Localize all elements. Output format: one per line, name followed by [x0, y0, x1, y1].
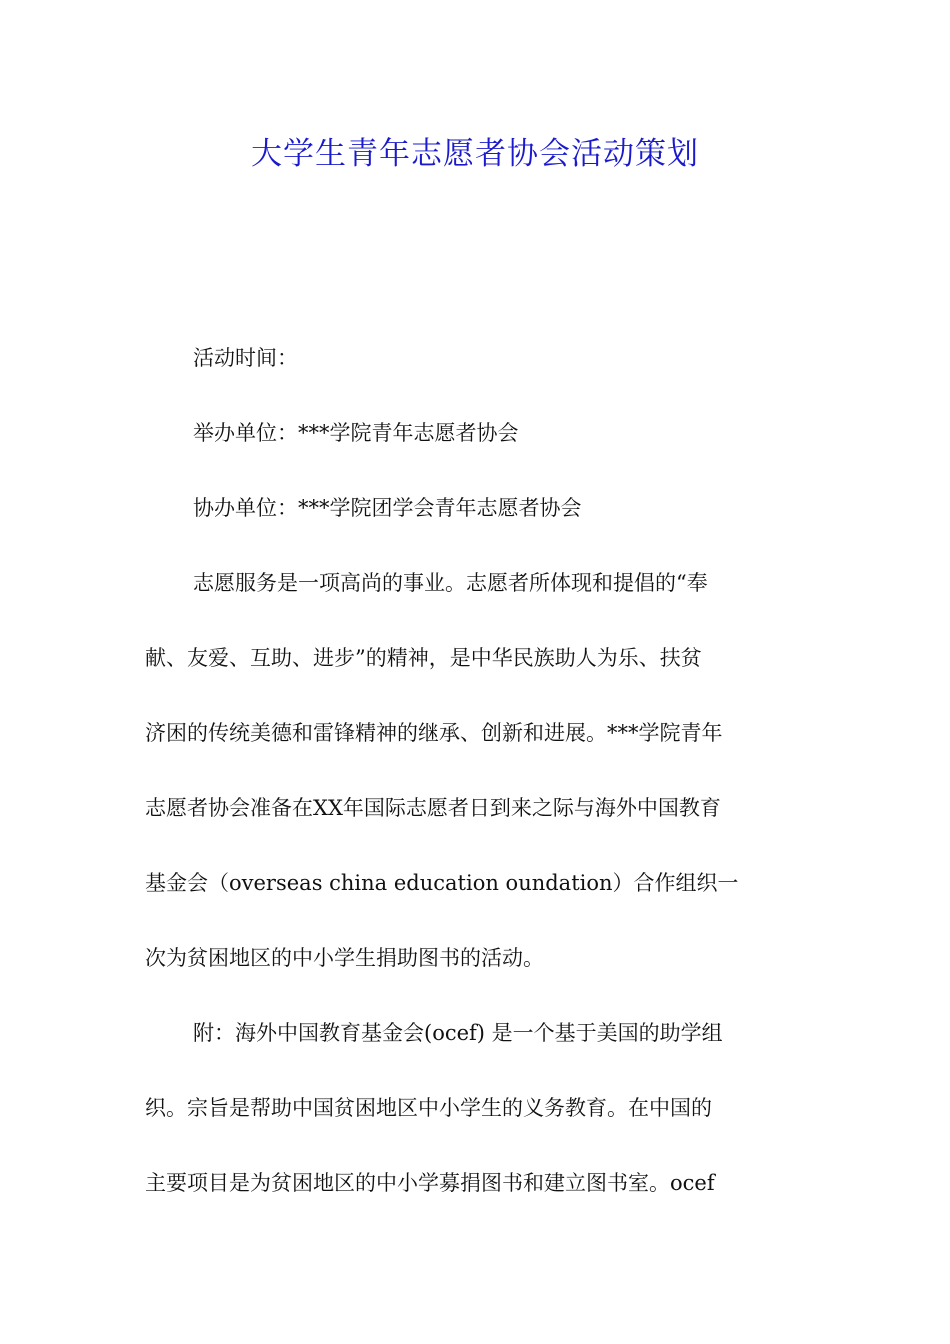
paragraph-line: 次为贫困地区的中小学生捐助图书的活动。 — [145, 946, 544, 970]
line-gap — [145, 828, 805, 866]
line-gap — [145, 678, 805, 716]
paragraph-line: 献、友爱、互助、进步”的精神，是中华民族助人为乐、扶贫 — [145, 646, 702, 670]
line-gap — [145, 528, 805, 566]
paragraph-line: 附：海外中国教育基金会(ocef) 是一个基于美国的助学组 — [193, 1021, 723, 1045]
paragraph-line: 主要项目是为贫困地区的中小学募捐图书和建立图书室。ocef — [145, 1171, 715, 1195]
paragraph-line: 基金会（overseas china education oundation）合作组织一 — [145, 871, 739, 895]
line-gap — [145, 1053, 805, 1091]
document-body — [145, 340, 805, 1203]
paragraph-line: 志愿服务是一项高尚的事业。志愿者所体现和提倡的“奉 — [193, 571, 708, 595]
field-activity-time: 活动时间： — [193, 346, 298, 370]
line-gap — [145, 453, 805, 491]
field-co-host-unit: 协办单位：***学院团学会青年志愿者协会 — [193, 496, 582, 520]
paragraph-intro — [145, 565, 805, 1015]
line-gap — [145, 1128, 805, 1166]
paragraph-appendix — [145, 1015, 805, 1203]
paragraph-line: 济困的传统美德和雷锋精神的继承、创新和进展。***学院青年 — [145, 721, 723, 745]
paragraph-line: 志愿者协会准备在XX年国际志愿者日到来之际与海外中国教育 — [145, 796, 721, 820]
line-gap — [145, 603, 805, 641]
line-gap — [145, 378, 805, 416]
field-host-unit: 举办单位：***学院青年志愿者协会 — [193, 421, 519, 445]
paragraph-line: 织。宗旨是帮助中国贫困地区中小学生的义务教育。在中国的 — [145, 1096, 712, 1120]
line-gap — [145, 753, 805, 791]
line-gap — [145, 978, 805, 1016]
line-gap — [145, 903, 805, 941]
document-title: 大学生青年志愿者协会活动策划 — [251, 136, 699, 172]
